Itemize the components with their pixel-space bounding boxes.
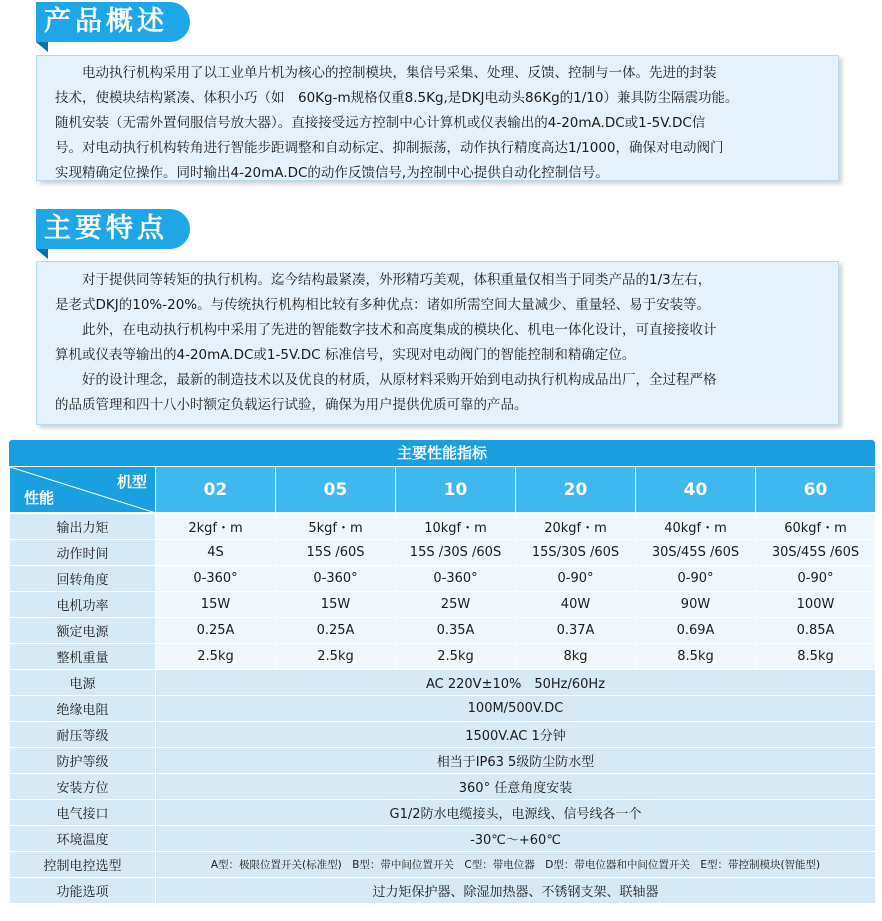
spec-row	[10, 566, 876, 592]
spec-span-row	[10, 878, 876, 904]
spec-cell: 0.85A	[756, 618, 876, 644]
overview-line-2: 技术，使模块结构紧凑、体积小巧（如 60Kg-m规格仅重8.5Kg,是DKJ电动头86Kg的1/10）兼具防尘隔震功能。	[55, 90, 739, 106]
overview-line-3: 随机安装（无需外置伺服信号放大器）。直接接受远方控制中心计算机或仪表输出的4-20mA.DC或1-5V.DC信	[55, 115, 706, 131]
spec-row	[10, 618, 876, 644]
spec-span-value: 360° 任意角度安装	[156, 774, 876, 800]
spec-cell: 90W	[636, 592, 756, 618]
spec-cell: 8.5kg	[636, 644, 756, 670]
spec-cell: 0-90°	[756, 566, 876, 592]
spec-cell: 20kgf・m	[516, 514, 636, 540]
spec-row	[10, 514, 876, 540]
spec-row	[10, 644, 876, 670]
spec-cell: 15W	[156, 592, 276, 618]
spec-cell: 0-360°	[156, 566, 276, 592]
spec-cell: 0-90°	[636, 566, 756, 592]
spec-row-label: 电源	[10, 670, 156, 696]
spec-span-value: 过力矩保护器、除湿加热器、不锈钢支架、联轴器	[156, 878, 876, 904]
spec-row-label: 电气接口	[10, 800, 156, 826]
spec-cell: 5kgf・m	[276, 514, 396, 540]
spec-span-row	[10, 670, 876, 696]
spec-span-row	[10, 696, 876, 722]
spec-cell: 0-360°	[396, 566, 516, 592]
spec-cell: 2.5kg	[156, 644, 276, 670]
spec-cell: 0.69A	[636, 618, 756, 644]
spec-cell: 0.25A	[156, 618, 276, 644]
spec-span-row	[10, 722, 876, 748]
spec-cell: 15S /30S /60S	[396, 540, 516, 566]
spec-row-label: 防护等级	[10, 748, 156, 774]
model-col-60: 60	[756, 467, 876, 513]
spec-table	[9, 440, 875, 904]
spec-span-value: A型：极限位置开关(标准型) B型：带中间位置开关 C型：带电位器 D型：带电位器和中间位置开关 E型：带控制模块(智能型)	[156, 852, 876, 878]
spec-row-label: 安装方位	[10, 774, 156, 800]
features-line-5: 好的设计理念，最新的制造技术以及优良的材质，从原材料采购开始到电动执行机构成品出厂，全过程严格	[82, 372, 717, 388]
features-line-6: 的品质管理和四十八小时额定负载运行试验，确保为用户提供优质可靠的产品。	[55, 397, 528, 413]
spec-cell: 4S	[156, 540, 276, 566]
model-header-row	[10, 467, 876, 513]
spec-span-value: -30℃～+60℃	[156, 826, 876, 852]
spec-row-label: 功能选项	[10, 878, 156, 904]
section-title-overview: 产品概述	[36, 2, 190, 42]
features-textbox	[36, 261, 839, 425]
header-corner-cell	[10, 467, 156, 513]
spec-cell: 0-360°	[276, 566, 396, 592]
spec-cell: 40W	[516, 592, 636, 618]
spec-cell: 60kgf・m	[756, 514, 876, 540]
spec-cell: 0-90°	[516, 566, 636, 592]
spec-row-label: 输出力矩	[10, 514, 156, 540]
spec-cell: 100W	[756, 592, 876, 618]
spec-body	[9, 513, 876, 904]
spec-cell: 2.5kg	[276, 644, 396, 670]
spec-row-label: 绝缘电阻	[10, 696, 156, 722]
model-col-02: 02	[156, 467, 276, 513]
features-line-2: 是老式DKJ的10%-20%。与传统执行机构相比较有多种优点：诸如所需空间大量减少、重量轻、易于安装等。	[55, 297, 711, 313]
spec-row-label: 整机重量	[10, 644, 156, 670]
spec-cell: 8.5kg	[756, 644, 876, 670]
spec-cell: 8kg	[516, 644, 636, 670]
overview-line-5: 实现精确定位操作。同时输出4-20mA.DC的动作反馈信号,为控制中心提供自动化控制信号。	[55, 165, 609, 181]
spec-cell: 30S/45S /60S	[756, 540, 876, 566]
spec-span-row	[10, 852, 876, 878]
spec-cell: 0.37A	[516, 618, 636, 644]
spec-cell: 15W	[276, 592, 396, 618]
overview-textbox	[36, 55, 839, 181]
model-col-10: 10	[396, 467, 516, 513]
spec-row-label: 回转角度	[10, 566, 156, 592]
model-col-05: 05	[276, 467, 396, 513]
spec-span-row	[10, 826, 876, 852]
spec-row-label: 环境温度	[10, 826, 156, 852]
spec-cell: 2kgf・m	[156, 514, 276, 540]
spec-span-row	[10, 774, 876, 800]
spec-cell: 15S /60S	[276, 540, 396, 566]
spec-cell: 2.5kg	[396, 644, 516, 670]
spec-cell: 25W	[396, 592, 516, 618]
corner-label-model: 机型	[116, 473, 147, 491]
spec-span-value: 100M/500V.DC	[156, 696, 876, 722]
corner-label-performance: 性能	[24, 489, 55, 507]
spec-span-value: G1/2防水电缆接头，电源线、信号线各一个	[156, 800, 876, 826]
spec-span-row	[10, 748, 876, 774]
model-col-20: 20	[516, 467, 636, 513]
spec-row-label: 电机功率	[10, 592, 156, 618]
spec-row-label: 控制电控选型	[10, 852, 156, 878]
overview-line-4: 号。对电动执行机构转角进行智能步距调整和自动标定、抑制振荡，动作执行精度高达1/1000，确保对电动阀门	[55, 140, 724, 156]
spec-row	[10, 540, 876, 566]
spec-row-label: 动作时间	[10, 540, 156, 566]
spec-row-label: 额定电源	[10, 618, 156, 644]
spec-span-value: AC 220V±10% 50Hz/60Hz	[156, 670, 876, 696]
spec-cell: 10kgf・m	[396, 514, 516, 540]
features-line-1: 对于提供同等转矩的执行机构。迄今结构最紧凑，外形精巧美观，体积重量仅相当于同类产品的1/3左右，	[82, 272, 712, 288]
spec-cell: 40kgf・m	[636, 514, 756, 540]
spec-row	[10, 592, 876, 618]
model-col-40: 40	[636, 467, 756, 513]
spec-cell: 0.25A	[276, 618, 396, 644]
spec-span-value: 1500V.AC 1分钟	[156, 722, 876, 748]
spec-grid	[9, 466, 876, 513]
spec-cell: 30S/45S /60S	[636, 540, 756, 566]
features-line-4: 算机或仪表等输出的4-20mA.DC或1-5V.DC 标准信号，实现对电动阀门的智能控制和精确定位。	[55, 347, 636, 363]
spec-row-label: 耐压等级	[10, 722, 156, 748]
overview-line-1: 电动执行机构采用了以工业单片机为核心的控制模块，集信号采集、处理、反馈、控制与一体。先进的封装	[82, 65, 717, 81]
spec-cell: 0.35A	[396, 618, 516, 644]
spec-span-value: 相当于IP63 5级防尘防水型	[156, 748, 876, 774]
section-title-features: 主要特点	[36, 209, 190, 249]
spec-cell: 15S/30S /60S	[516, 540, 636, 566]
spec-span-row	[10, 800, 876, 826]
features-line-3: 此外，在电动执行机构中采用了先进的智能数字技术和高度集成的模块化、机电一体化设计，可直接接收计	[82, 322, 717, 338]
spec-table-title: 主要性能指标	[9, 440, 875, 466]
